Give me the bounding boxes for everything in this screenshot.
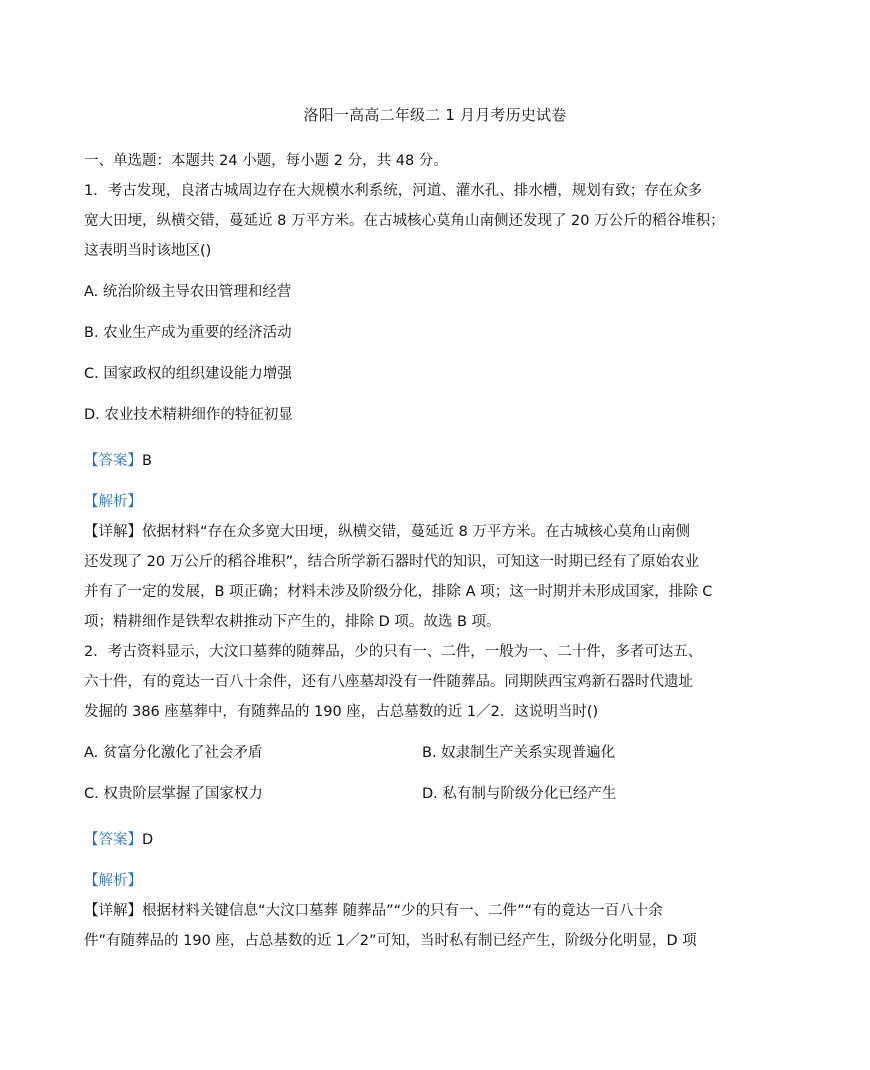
question-1-detail-line-2: 还发现了 20 万公斤的稻谷堆积”，结合所学新石器时代的知识，可知这一时期已经有了原始农业 [84,554,700,570]
question-1-stem-line-1: 1．考古发现，良渚古城周边存在大规模水利系统，河道、灌水孔、排水槽，规划有致；存在众多 [84,183,703,199]
question-2 [84,637,740,956]
question-1-analysis-label [84,487,740,517]
question-1-option-c: C. 国家政权的组织建设能力增强 [84,366,292,382]
document-body [84,146,740,956]
question-2-detail-line-2: 件”有随葬品的 190 座，占总基数的近 1／2”可知，当时私有制已经产生，阶级分化明显，D 项 [84,933,697,949]
section-heading: 一、单选题：本题共 24 小题，每小题 2 分，共 48 分。 [84,153,448,169]
question-1-stem-line-3: 这表明当时该地区() [84,243,212,259]
answer-label: 【答案】 [84,453,142,469]
question-2-stem-line-1: 2．考古资料显示，大汶口墓葬的随葬品，少的只有一、二件，一般为一、二十件，多者可达五、 [84,644,703,660]
analysis-label: 【解析】 [84,494,142,510]
page-title: 洛阳一高高二年级二 1 月月考历史试卷 [303,106,567,124]
question-1-detail-line-3: 并有了一定的发展，B 项正确；材料未涉及阶级分化，排除 A 项；这一时期并未形成国家，排除 C [84,584,713,600]
question-2-option-d: D. 私有制与阶级分化已经产生 [422,786,617,802]
question-2-detail-line-1: 【详解】根据材料关键信息“大汶口墓葬 随葬品”“少的只有一、二件”“有的竟达一百八十余 [84,903,663,919]
question-1-option-a: A. 统治阶级主导农田管理和经营 [84,284,292,300]
question-2-stem-line-2: 六十件，有的竟达一百八十余件，还有八座墓却没有一件随葬品。同期陕西宝鸡新石器时代遗址 [84,674,693,690]
question-1-answer [84,446,740,487]
answer-value: B [142,453,152,469]
question-2-options-row-2 [84,779,740,825]
analysis-label: 【解析】 [84,873,142,889]
question-2-options-row-1 [84,738,740,779]
question-1-option-b: B. 农业生产成为重要的经济活动 [84,325,292,341]
question-1-detail-line-1: 【详解】依据材料“存在众多宽大田埂，纵横交错，蔓延近 8 万平方米。在古城核心莫角山南侧 [84,524,690,540]
question-2-answer [84,825,740,866]
question-1 [84,176,740,637]
question-1-option-d: D. 农业技术精耕细作的特征初显 [84,407,293,423]
question-2-option-b: B. 奴隶制生产关系实现普遍化 [422,745,616,761]
question-2-option-a: A. 贫富分化激化了社会矛盾 [84,745,263,761]
question-1-detail-line-4: 项；精耕细作是铁犁农耕推动下产生的，排除 D 项。故选 B 项。 [84,614,501,630]
answer-value: D [142,832,154,848]
question-2-analysis-label [84,866,740,896]
question-2-stem-line-3: 发掘的 386 座墓葬中，有随葬品的 190 座，占总墓数的近 1／2．这说明当时() [84,704,599,720]
question-1-stem-line-2: 宽大田埂，纵横交错，蔓延近 8 万平方米。在古城核心莫角山南侧还发现了 20 万公斤的稻谷堆积； [84,213,725,229]
question-2-option-c: C. 权贵阶层掌握了国家权力 [84,786,263,802]
answer-label: 【答案】 [84,832,142,848]
